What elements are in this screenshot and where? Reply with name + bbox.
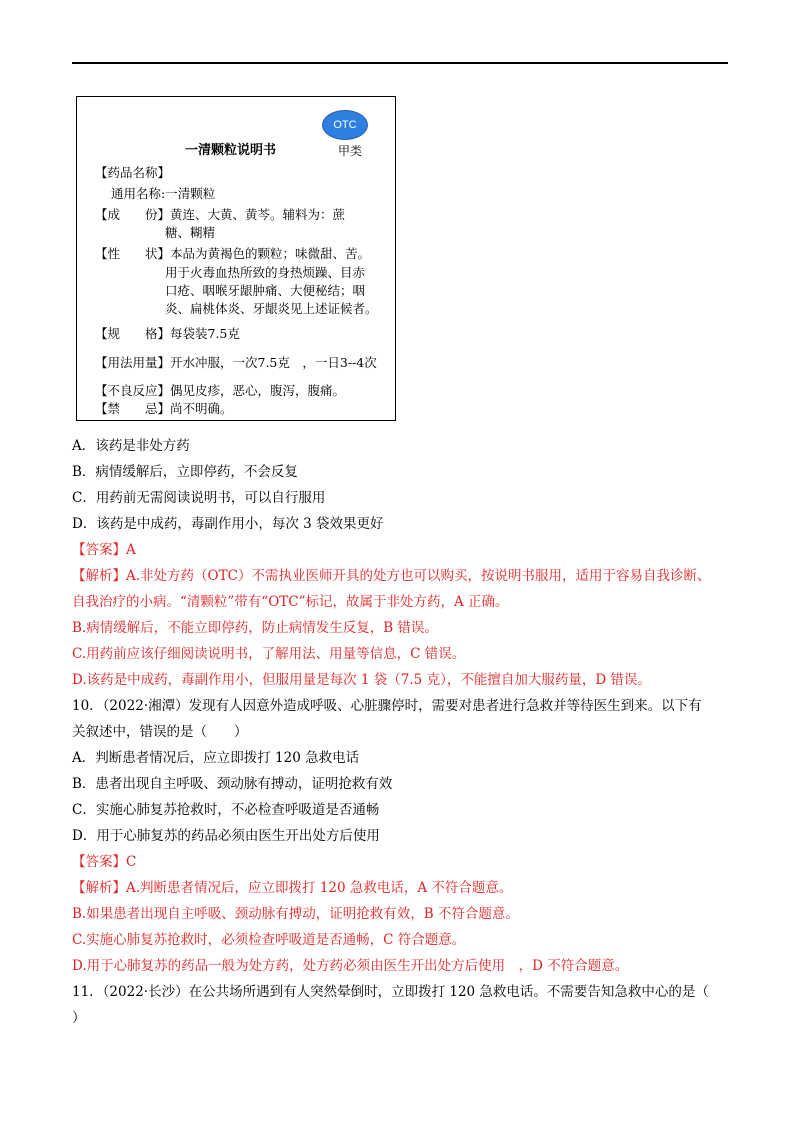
q10-analysis-line: 【解析】A.判断患者情况后，应立即拨打 120 急救电话，A 不符合题意。 bbox=[72, 880, 513, 896]
q10-option-d: D．用于心肺复苏的药品必须由医生开出处方后使用 bbox=[72, 828, 380, 844]
q9-analysis-line: 自我治疗的小病。“清颗粒”带有“OTC”标记，故属于非处方药，A 正确。 bbox=[72, 594, 509, 610]
leaflet-line: 口疮、咽喉牙龈肿痛、大便秘结；咽 bbox=[165, 283, 366, 298]
leaflet-line: 通用名称:一清颗粒 bbox=[111, 186, 216, 201]
q10-analysis-line: C.实施心肺复苏抢救时，必须检查呼吸道是否通畅，C 符合题意。 bbox=[72, 932, 466, 948]
q9-analysis-line: C.用药前应该仔细阅读说明书，了解用法、用量等信息，C 错误。 bbox=[72, 646, 466, 662]
leaflet-line: 【性 状】本品为黄褐色的颗粒；味微甜、苦。 bbox=[95, 246, 371, 261]
leaflet-line: 用于火毒血热所致的身热烦躁、目赤 bbox=[165, 265, 366, 280]
q9-answer: 【答案】A bbox=[72, 542, 136, 558]
medicine-leaflet-image bbox=[76, 96, 396, 421]
q10-analysis-line: D.用于心肺复苏的药品一般为处方药，处方药必须由医生开出处方后使用 ，D 不符合题意。 bbox=[72, 958, 629, 974]
leaflet-line: 【不良反应】偶见皮疹，恶心，腹泻，腹痛。 bbox=[95, 383, 346, 398]
leaflet-line: 炎、扁桃体炎、牙龈炎见上述证候者。 bbox=[165, 301, 378, 316]
leaflet-line: 糖、糊精 bbox=[165, 225, 216, 240]
leaflet-line: 【用法用量】开水冲服，一次7.5克 ，一日3--4次 bbox=[95, 355, 377, 370]
q11-stem-line: ） bbox=[72, 1010, 86, 1026]
q10-analysis-line: B.如果患者出现自主呼吸、颈动脉有搏动，证明抢救有效，B 不符合题意。 bbox=[72, 906, 519, 922]
leaflet-line: 【禁 忌】尚不明确。 bbox=[95, 401, 233, 416]
q9-analysis-line: B.病情缓解后，不能立即停药，防止病情发生反复，B 错误。 bbox=[72, 620, 438, 636]
otc-type-label: 甲类 bbox=[338, 144, 363, 158]
q9-analysis-line: D.该药是中成药，毒副作用小，但服用量是每次 1 袋（7.5 克），不能擅自加大服药量，D 错误。 bbox=[72, 672, 651, 688]
leaflet-title: 一清颗粒说明书 bbox=[185, 143, 277, 158]
otc-badge: OTC bbox=[322, 110, 368, 140]
q9-option-c: C．用药前无需阅读说明书，可以自行服用 bbox=[72, 490, 326, 506]
q9-option-a: A．该药是非处方药 bbox=[72, 438, 190, 454]
q10-stem-line: 10．（2022·湘潭）发现有人因意外造成呼吸、心脏骤停时，需要对患者进行急救并等待医生到来。以下有 bbox=[72, 698, 702, 714]
q10-stem-line: 关叙述中，错误的是（ ） bbox=[72, 724, 248, 740]
header-rule bbox=[72, 62, 728, 64]
q11-stem-line: 11．（2022·长沙）在公共场所遇到有人突然晕倒时，立即拨打 120 急救电话。不需要告知急救中心的是（ bbox=[72, 984, 709, 1000]
q10-option-a: A．判断患者情况后，应立即拨打 120 急救电话 bbox=[72, 750, 360, 766]
q10-option-c: C．实施心肺复苏抢救时，不必检查呼吸道是否通畅 bbox=[72, 802, 380, 818]
q10-answer: 【答案】C bbox=[72, 854, 137, 870]
leaflet-line: 【药品名称】 bbox=[95, 165, 171, 180]
q10-option-b: B．患者出现自主呼吸、颈动脉有搏动，证明抢救有效 bbox=[72, 776, 393, 792]
q9-option-b: B．病情缓解后，立即停药，不会反复 bbox=[72, 464, 298, 480]
q9-option-d: D．该药是中成药，毒副作用小，每次 3 袋效果更好 bbox=[72, 516, 384, 532]
leaflet-line: 【成 份】黄连、大黄、黄芩。辅料为：蔗 bbox=[95, 207, 346, 222]
leaflet-line: 【规 格】每袋装7.5克 bbox=[95, 326, 240, 341]
q9-analysis-line: 【解析】A.非处方药（OTC）不需执业医师开具的处方也可以购买，按说明书服用，适用于容易自我诊断、 bbox=[72, 568, 711, 584]
